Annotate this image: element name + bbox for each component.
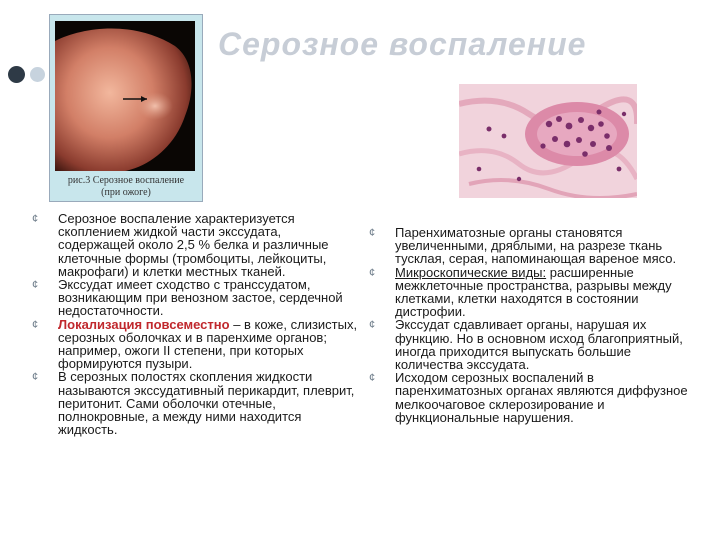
- left-bullet-list: [32, 211, 358, 438]
- ring-bullet-icon: ¢: [32, 318, 39, 331]
- list-item: [32, 369, 358, 438]
- dark-circle-icon: [8, 66, 25, 83]
- ring-bullet-icon: ¢: [369, 266, 376, 279]
- item-text: Серозное воспаление характеризуется скоплением жидкой части экссудата, содержащей около 2,5 % белка и различные клеточные формы (тромбоциты, лейкоциты, макрофаги) и клетки местных тканей.: [58, 211, 329, 279]
- light-circle-icon: [30, 67, 45, 82]
- item-highlight: Локализация повсеместно: [58, 316, 230, 332]
- item-text: расширенные межклеточные пространства, разрывы между клетками, клетки находятся в состоянии дистрофии.: [395, 264, 672, 320]
- list-item: [369, 264, 695, 320]
- list-item: [32, 316, 358, 372]
- ring-bullet-icon: ¢: [32, 213, 39, 225]
- list-item: [32, 211, 358, 279]
- ring-bullet-icon: ¢: [369, 319, 376, 332]
- ring-bullet-icon: ¢: [369, 372, 376, 385]
- item-underlined: Микроскопические виды:: [395, 264, 547, 280]
- caption-line-2: (при ожоге): [101, 187, 151, 198]
- histology-image: [459, 84, 637, 198]
- right-bullet-list: [369, 225, 695, 425]
- list-item: [32, 277, 358, 319]
- item-text: Экссудат сдавливает органы, нарушая их функцию. Но в основном исход благоприятный, иногда приходится выпускать большие количества экссудата.: [395, 317, 683, 373]
- burn-blister-figure: [49, 14, 203, 202]
- list-item: [369, 370, 695, 425]
- figure-caption: [54, 175, 198, 199]
- ring-bullet-icon: ¢: [32, 279, 39, 292]
- item-text: В серозных полостях скопления жидкости называются экссудативный перикардит, плеврит, перитонит. Сами оболочки отечные, полнокровные, а между ними находится жидкость.: [58, 369, 355, 438]
- blister-photo: [55, 21, 195, 171]
- ring-bullet-icon: ¢: [32, 371, 39, 384]
- item-text: Исходом серозных воспалений в паренхиматозных органах являются диффузное мелкоочаговое склерозирование и функциональные нарушения.: [395, 370, 688, 425]
- list-item: [369, 225, 695, 267]
- ring-bullet-icon: ¢: [369, 227, 376, 239]
- slide-title: Серозное воспаление: [218, 26, 587, 62]
- item-text: – в коже, слизистых, серозных оболочках и в паренхиме органов; например, ожоги II степени, при которых формируются пузыри.: [58, 316, 358, 372]
- list-item: [369, 317, 695, 373]
- item-text: Паренхиматозные органы становятся увеличенными, дряблыми, на разрезе ткань тусклая, серая, напоминающая вареное мясо.: [395, 225, 677, 267]
- caption-line-1: рис.3 Серозное воспаление: [67, 175, 185, 186]
- item-text: Экссудат имеет сходство с транссудатом, возникающим при венозном застое, сердечной недостаточности.: [58, 277, 343, 319]
